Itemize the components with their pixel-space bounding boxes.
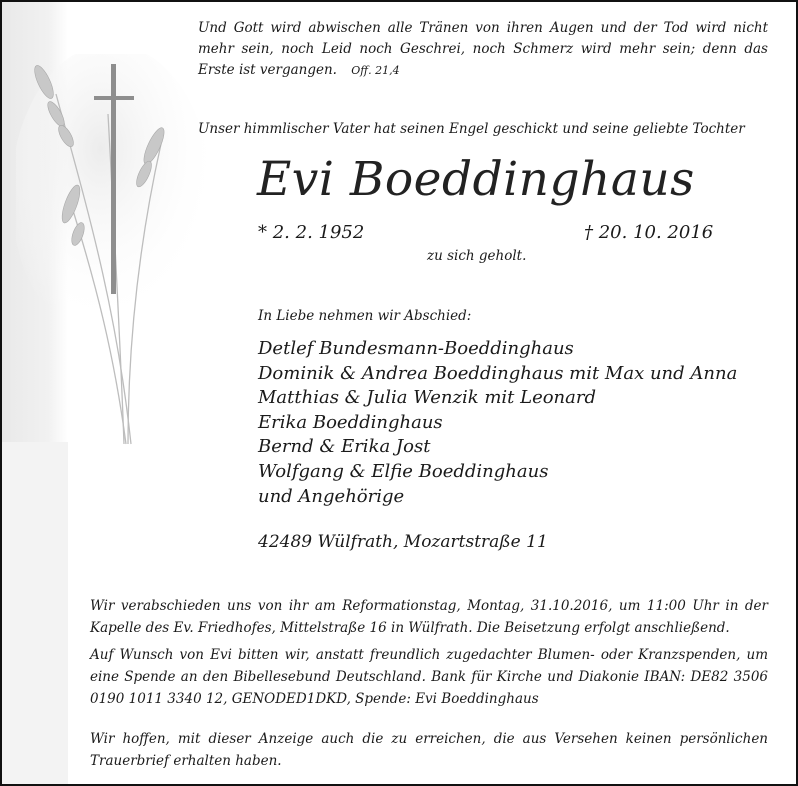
notice-paragraph: Wir hoffen, mit dieser Anzeige auch die zu erreichen, die aus Versehen keinen persönlichen Trauerbrief erhalten haben. (90, 731, 768, 769)
mourner-item: Erika Boeddinghaus (258, 411, 443, 433)
death-date: † 20. 10. 2016 (584, 222, 714, 243)
service-paragraph: Wir verabschieden uns von ihr am Reformationstag, Montag, 31.10.2016, um 11:00 Uhr in der Kapelle des Ev. Friedhofes, Mittelstraße 16 in Wülfrath. Die Beisetzung erfolgt anschließend. (90, 598, 768, 636)
verse-text: Und Gott wird abwischen alle Tränen von ihren Augen und der Tod wird nicht mehr sein, noch Leid noch Geschrei, noch Schmerz wird mehr sein; denn das Erste ist vergangen. (198, 20, 768, 78)
closing-phrase: zu sich geholt. (427, 248, 527, 264)
birth-date: * 2. 2. 1952 (258, 222, 365, 243)
mourner-item: und Angehörige (258, 485, 405, 507)
mourner-item: Wolfgang & Elfie Boeddinghaus (258, 460, 549, 482)
intro-line: Unser himmlischer Vater hat seinen Engel geschickt und seine geliebte Tochter (198, 121, 745, 137)
mourner-item: Detlef Bundesmann-Boeddinghaus (258, 338, 574, 359)
bible-verse (198, 18, 768, 81)
mourner-item: Bernd & Erika Jost (258, 436, 431, 458)
mourner-item: Dominik & Andrea Boeddinghaus mit Max und Anna (258, 362, 738, 384)
mourners-list (258, 337, 737, 509)
deceased-name: Evi Boeddinghaus (257, 152, 695, 207)
family-address: 42489 Wülfrath, Mozartstraße 11 (258, 532, 548, 552)
mourner-item: Matthias & Julia Wenzik mit Leonard (258, 387, 597, 409)
farewell-line: In Liebe nehmen wir Abschied: (258, 308, 472, 324)
lower-decorative-band (2, 442, 68, 784)
donation-paragraph: Auf Wunsch von Evi bitten wir, anstatt freundlich zugedachter Blumen- oder Kranzspenden, um eine Spende an den Bibellesebund Deutschland. Bank für Kirche und Diakonie IBAN: DE82 3506 0190 1011 3340 12, GENODED1DKD, Spende: Evi Boeddinghaus (90, 647, 768, 707)
cross-and-wheat-icon (16, 54, 216, 454)
verse-reference: Off. 21,4 (351, 64, 400, 77)
